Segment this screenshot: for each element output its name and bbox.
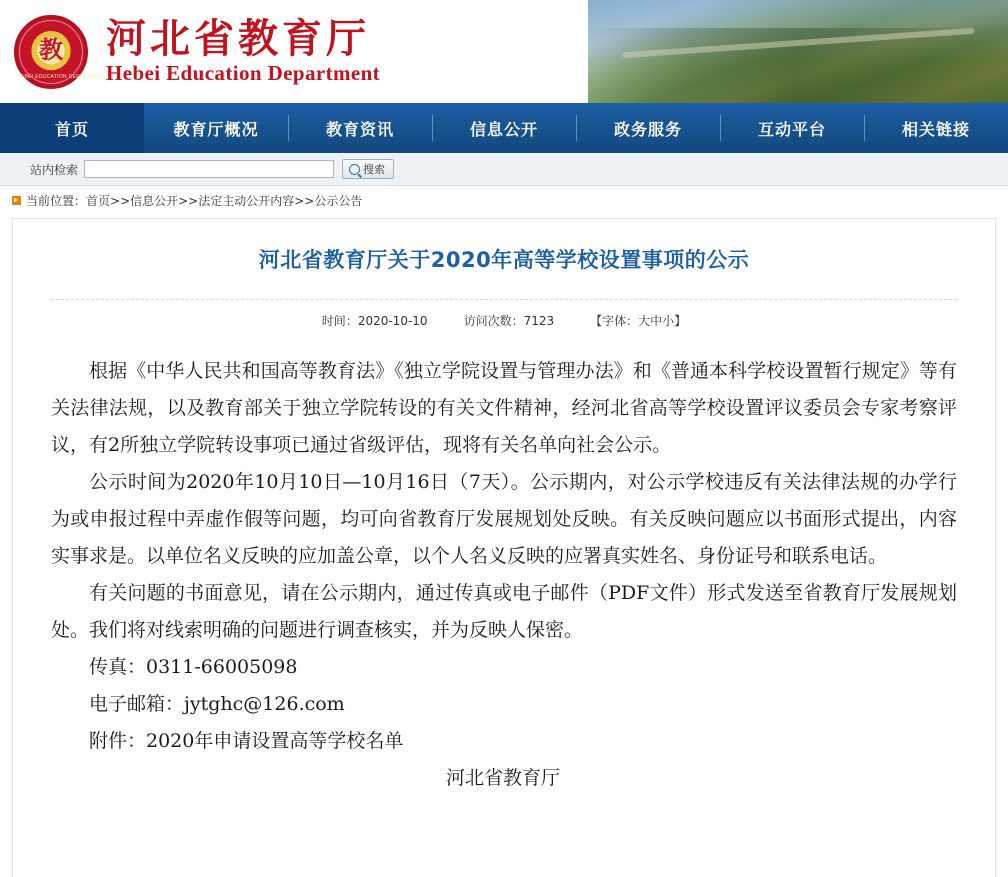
article-email-line: 电子邮箱：jytghc@126.com: [89, 692, 345, 715]
view-count-value: 7123: [523, 313, 555, 328]
font-size-controls: [590, 312, 686, 329]
header-banner-image: [588, 0, 1008, 103]
search-input[interactable]: [84, 160, 334, 178]
view-count-label: 访问次数：: [463, 313, 524, 328]
view-count: [464, 312, 555, 329]
font-size-suffix: 】: [674, 313, 687, 328]
font-size-small-button[interactable]: 小: [662, 313, 675, 328]
hebei-education-emblem-icon: [14, 15, 106, 89]
nav-item-related-links[interactable]: 相关链接: [864, 103, 1008, 153]
article-paragraph-3: 有关问题的书面意见，请在公示期内，通过传真或电子邮件（PDF文件）形式发送至省教育厅发展规划处。我们将对线索明确的问题进行调查核实，并为反映人保密。: [51, 581, 957, 641]
article-body: [51, 353, 957, 798]
font-size-large-button[interactable]: 大: [638, 313, 651, 328]
search-button[interactable]: [342, 159, 394, 179]
site-branding[interactable]: [0, 0, 600, 103]
page-title: 河北省教育厅关于2020年高等学校设置事项的公示: [258, 248, 750, 272]
site-title-block: [106, 17, 380, 87]
article-card: [12, 218, 996, 877]
emblem-ring-label: HEBEI EDUCATION DEPARTMENT: [17, 73, 106, 80]
main-navigation: [0, 103, 1008, 153]
nav-item-government-services[interactable]: 政务服务: [576, 103, 720, 153]
breadcrumb: [0, 186, 1008, 214]
breadcrumb-trail[interactable]: 首页>>信息公开>>法定主动公开内容>>公示公告: [86, 193, 363, 208]
site-title-cn: 河北省教育厅: [106, 15, 370, 62]
emblem-glyph: 教: [39, 36, 63, 64]
site-title-en: Hebei Education Department: [106, 61, 381, 86]
nav-item-overview[interactable]: 教育厅概况: [173, 119, 259, 139]
article-fax-line: 传真：0311-66005098: [89, 655, 298, 678]
publish-time-value: 2020-10-10: [357, 313, 428, 328]
font-size-label: 【字体：: [590, 313, 639, 328]
article-meta: [51, 300, 957, 339]
article-signature: 河北省教育厅: [445, 767, 560, 790]
search-button-label: 搜索: [363, 163, 386, 176]
font-size-medium-button[interactable]: 中: [650, 313, 663, 328]
search-icon: [349, 164, 360, 175]
site-search-bar: [0, 153, 1008, 186]
article-attachment-line[interactable]: 附件：2020年申请设置高等学校名单: [89, 729, 404, 752]
breadcrumb-prefix: 当前位置：: [26, 193, 87, 208]
nav-item-home[interactable]: 首页: [0, 103, 144, 153]
site-header: [0, 0, 1008, 103]
publish-time: [322, 312, 428, 329]
orange-arrow-icon: [12, 196, 21, 205]
search-label: 站内检索: [30, 162, 79, 177]
article-paragraph-2: 公示时间为2020年10月10日—10月16日（7天）。公示期内，对公示学校违反有关法律法规的办学行为或申报过程中弄虚作假等问题，均可向省教育厅发展规划处反映。有关反映问题应以书面形式提出，内容实事求是。以单位名义反映的应加盖公章，以个人名义反映的应署真实姓名、身份证号和联系电话。: [51, 470, 957, 567]
nav-item-interaction-platform[interactable]: 互动平台: [720, 103, 864, 153]
publish-time-label: 时间：: [321, 313, 358, 328]
nav-item-information-disclosure[interactable]: 信息公开: [432, 103, 576, 153]
nav-item-news[interactable]: 教育资讯: [288, 103, 432, 153]
article-paragraph-1: 根据《中华人民共和国高等教育法》《独立学院设置与管理办法》和《普通本科学校设置暂行规定》等有关法律法规，以及教育部关于独立学院转设的有关文件精神，经河北省高等学校设置评议委员会专家考察评议，有2所独立学院转设事项已通过省级评估，现将有关名单向社会公示。: [51, 359, 957, 456]
